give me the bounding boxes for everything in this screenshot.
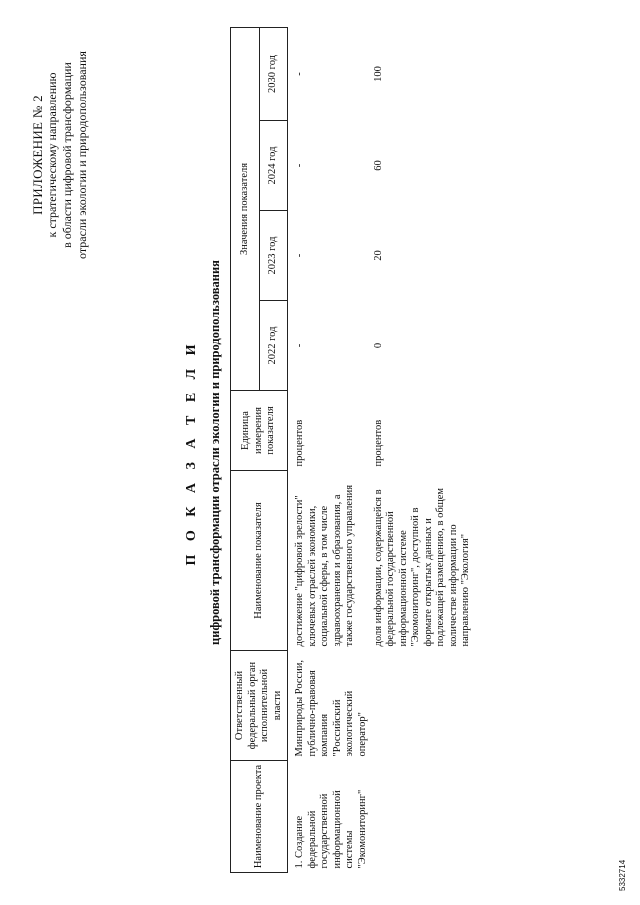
appendix-line-3: отрасли экологии и природопользования xyxy=(75,51,89,259)
cell-value-2024: 60 xyxy=(372,160,384,171)
header-unit: Единица измерения показателя xyxy=(231,391,288,471)
cell-unit: процентов xyxy=(294,419,305,467)
cell-value-2024: - xyxy=(294,163,305,168)
cell-value-2030: - xyxy=(294,72,305,76)
header-year-2024: 2024 год xyxy=(259,121,288,211)
appendix-line-1: к стратегическому направлению xyxy=(45,72,59,238)
table-header-row xyxy=(231,27,260,872)
appendix-title: ПРИЛОЖЕНИЕ № 2 xyxy=(30,95,45,215)
cell-value-2023: 20 xyxy=(372,250,384,261)
cell-authority: Минприроды России, публично-правовая компания "Российский экологический оператор" xyxy=(294,659,368,757)
indicators-table xyxy=(230,27,475,873)
cell-project: 1. Создание федеральной государственной информационной системы "Экомониторинг" xyxy=(294,789,368,869)
header-values-group: Значения показателя xyxy=(231,27,260,390)
header-authority: Ответственный федеральный орган исполнительной власти xyxy=(231,651,288,761)
header-year-2023: 2023 год xyxy=(259,211,288,301)
header-project: Наименование проекта xyxy=(231,761,288,873)
page-title: П О К А З А Т Е Л И xyxy=(184,339,199,566)
cell-value-2022: 0 xyxy=(372,342,384,349)
cell-value-2023: - xyxy=(294,253,305,258)
table-row xyxy=(288,27,359,872)
cell-indicator: достижение "цифровой зрелости" ключевых отраслей экономики, социальной сферы, в том числе здравоохранения и образования, а также государственного управления xyxy=(294,484,355,647)
header-indicator: Наименование показателя xyxy=(231,471,288,651)
document-code: 5332714 xyxy=(618,859,627,891)
cell-indicator: доля информации, содержащейся в федеральной государственной информационной системе "Экомониторинг", доступной в формате открытых данных и подлежащей размещению, в общем количестве информации по направлению "Экология" xyxy=(372,487,471,647)
cell-value-2030: 100 xyxy=(372,66,384,82)
header-year-2022: 2022 год xyxy=(259,301,288,391)
header-year-2030: 2030 год xyxy=(259,27,288,120)
appendix-line-2: в области цифровой трансформации xyxy=(60,62,74,248)
cell-value-2022: - xyxy=(294,343,305,348)
page-subtitle: цифровой трансформации отрасли экологии и природопользования xyxy=(208,260,222,645)
appendix-block xyxy=(30,5,90,305)
cell-unit: процентов xyxy=(372,419,384,467)
